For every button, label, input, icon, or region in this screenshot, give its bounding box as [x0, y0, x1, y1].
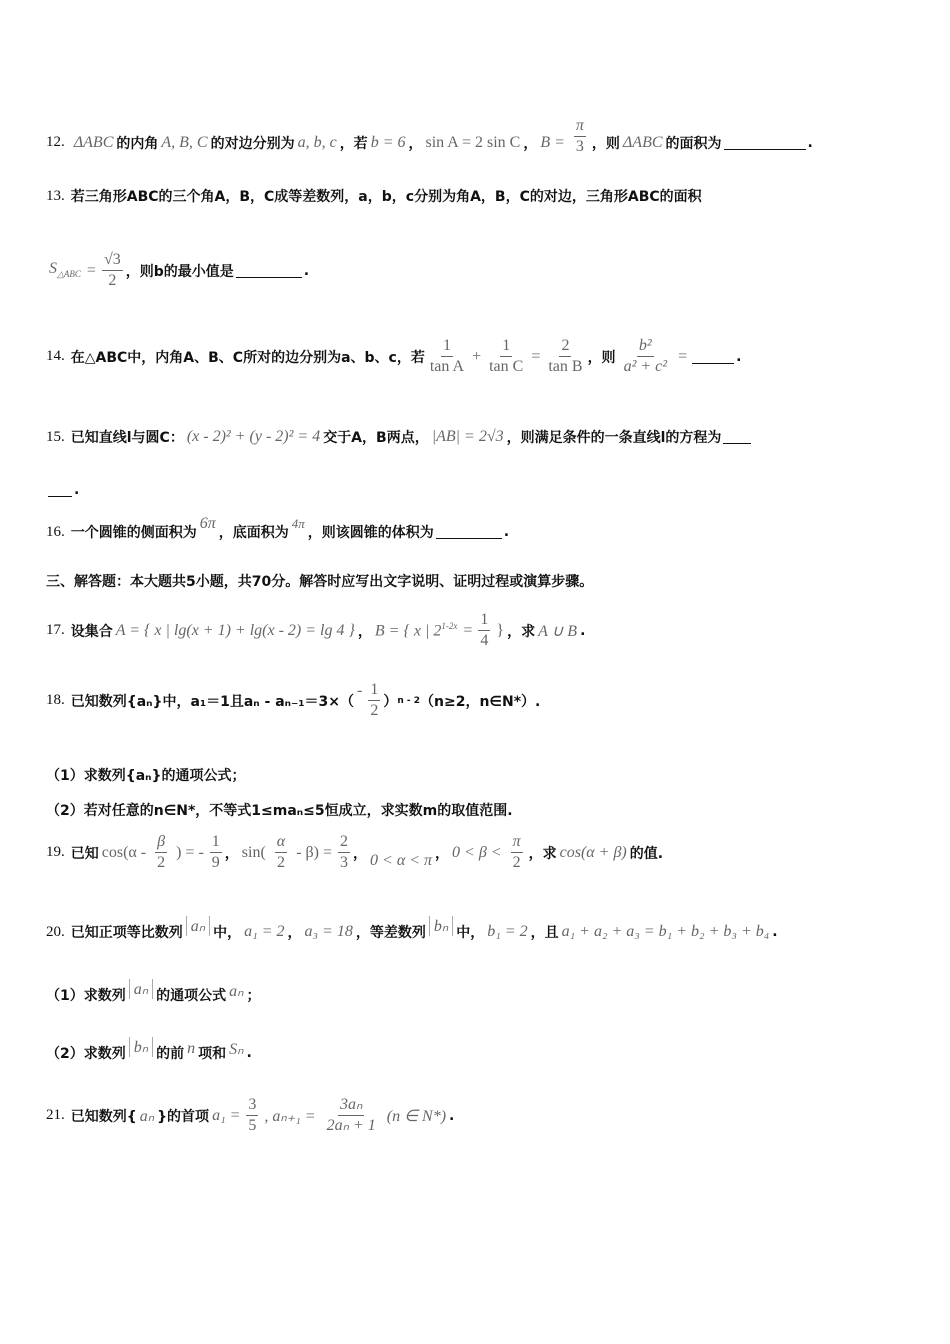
text: ，求	[507, 623, 536, 640]
question-number: 18.	[46, 692, 65, 708]
math-sides: a, b, c	[297, 133, 337, 151]
text: .	[580, 622, 586, 639]
math-set-A: A = { x | lg(x + 1) + lg(x - 2) = lg 4 }	[115, 621, 355, 639]
fraction-1-over-2: $\frac{1}{2}$	[370, 681, 379, 719]
math-recurrence-lhs: , aₙ₊₁ =	[264, 1107, 316, 1125]
answer-blank	[236, 276, 302, 278]
question-14	[46, 336, 741, 377]
text: .	[246, 1045, 252, 1061]
text: ，	[523, 135, 538, 152]
text: ，则	[587, 349, 616, 366]
text: ，且	[530, 925, 559, 941]
question-20-part-2	[46, 1039, 252, 1063]
exponent: n - 2	[397, 695, 421, 706]
text: ，则该圆锥的体积为	[307, 525, 434, 541]
math-circle-equation: (x - 2)² + (y - 2)² = 4	[186, 428, 321, 445]
fraction-2-over-tanB: $\frac{2}{\text{tan B}}$	[548, 337, 583, 375]
question-text: 若三角形ABC的三个角A，B，C成等差数列，a，b，c分别为角A，B，C的对边，三角形ABC的面积	[70, 189, 702, 205]
fraction-beta-over-2: $\frac{\beta}{2}$	[157, 833, 166, 871]
math-op: - β) =	[296, 843, 333, 861]
math-triangle: ΔABC	[622, 133, 663, 151]
math-sine-relation: sin A = 2 sin C	[425, 133, 521, 151]
question-20	[46, 918, 778, 942]
math-B-lhs: B =	[540, 133, 565, 151]
math-an: aₙ	[139, 1107, 155, 1125]
text: （1）求数列	[46, 988, 126, 1004]
text: 的对边分别为	[210, 135, 295, 152]
math-b1: b₁ = 2	[487, 923, 528, 940]
text: .	[303, 262, 310, 279]
math-area-symbol: $S_{\triangle ABC}$	[49, 260, 81, 280]
math-sin: sin(	[241, 843, 266, 861]
text: ，	[357, 623, 372, 640]
fraction-2-over-3: $\frac{2}{3}$	[340, 833, 349, 871]
text: 已知	[70, 845, 99, 862]
math-alpha-range: 0 < α < π	[370, 851, 433, 869]
math-triangle: ΔABC	[73, 133, 114, 151]
math-op: =	[678, 347, 688, 365]
text: .	[503, 524, 510, 540]
text: ，	[224, 845, 239, 862]
math-union: A ∪ B	[538, 622, 578, 640]
fraction-3-over-5: $\frac{3}{5}$	[248, 1096, 257, 1134]
math-op: +	[472, 347, 482, 365]
text: 设集合	[70, 623, 113, 640]
fraction-sqrt3-over-2: $\frac{√3}{2}$	[103, 251, 121, 289]
text: ）	[383, 693, 398, 710]
text: ，	[408, 135, 423, 152]
question-number: 19.	[46, 844, 65, 860]
text: ，求	[528, 845, 557, 862]
math-minus: -	[357, 681, 363, 699]
question-number: 13.	[46, 187, 65, 204]
fraction-alpha-over-2: $\frac{\alpha}{2}$	[276, 833, 286, 871]
math-cos: cos(α -	[101, 843, 147, 861]
math-Sn: Sₙ	[229, 1041, 244, 1058]
text: ；	[246, 988, 261, 1004]
fraction-recurrence: $\frac{\text{3aₙ}}{\text{2aₙ + 1}}$	[326, 1096, 376, 1134]
math-target: cos(α + β)	[559, 843, 627, 861]
math-seq-b: bₙ	[429, 916, 453, 936]
question-number: 15.	[46, 428, 65, 445]
math-a1: a₁ = 2	[244, 923, 285, 940]
fraction-1-over-4: $\frac{1}{4}$	[480, 611, 489, 649]
question-13-formula	[46, 250, 309, 291]
question-number: 14.	[46, 348, 65, 364]
text: （2）求数列	[46, 1046, 126, 1062]
fraction-1-over-tanC: $\frac{1}{\text{tan C}}$	[489, 337, 524, 375]
text: .	[807, 134, 813, 151]
text: ，则b的最小值是	[125, 263, 234, 280]
question-13	[46, 186, 702, 206]
text: ，等差数列	[355, 925, 426, 941]
question-12	[46, 117, 813, 163]
math-op: =	[531, 347, 541, 365]
math-base-area: 4π	[291, 516, 305, 531]
question-19	[46, 832, 663, 873]
math-op: =	[463, 621, 473, 639]
math-angles: A, B, C	[161, 133, 208, 151]
fraction-1-over-tanA: $\frac{1}{\text{tan A}}$	[429, 337, 465, 375]
math-condition: (n ∈ N*)	[386, 1107, 447, 1125]
fraction-pi-over-3: $\frac{\pi}{3}$	[575, 117, 584, 155]
math-seq-b: bₙ	[129, 1037, 153, 1057]
text: ，	[287, 925, 302, 941]
text: .	[449, 1107, 455, 1124]
text: ，	[435, 845, 450, 862]
text: .	[736, 348, 742, 365]
math-an: aₙ	[229, 983, 244, 1000]
text: 已知直线l与圆C：	[70, 430, 184, 446]
fraction-b2-over-a2c2: $\frac{\text{b²}}{\text{a² + c²}}$	[623, 337, 668, 375]
question-20-part-1	[46, 981, 261, 1005]
text: ，	[353, 845, 368, 862]
text: 已知数列{aₙ}中，a₁＝1且aₙ - aₙ₋₁＝3×（	[70, 693, 355, 710]
question-15-continued	[46, 482, 79, 498]
text: 已知数列{	[70, 1108, 137, 1125]
text: }的首项	[157, 1108, 210, 1125]
math-lateral-area: 6π	[199, 515, 216, 532]
question-number: 21.	[46, 1107, 65, 1123]
question-number: 20.	[46, 923, 65, 940]
text: 的前	[156, 1046, 185, 1062]
text: （n≥2，n∈N*）.	[420, 693, 541, 710]
math-b-value: b = 6	[370, 133, 406, 151]
text: 项和	[198, 1046, 227, 1062]
question-18	[46, 680, 540, 721]
answer-blank	[724, 148, 806, 150]
math-relation: a₁ + a₂ + a₃ = b₁ + b₂ + b₃ + b₄	[561, 923, 770, 940]
math-chord-length: |AB| = 2√3	[431, 428, 504, 445]
math-seq-a: aₙ	[186, 916, 210, 936]
text: 一个圆锥的侧面积为	[70, 525, 197, 541]
math-op: ) = -	[176, 843, 204, 861]
fraction-pi-over-2: $\frac{\pi}{2}$	[512, 833, 521, 871]
section-heading: 三、解答题：本大题共5小题，共70分。解答时应写出文字说明、证明过程或演算步骤。	[46, 574, 594, 590]
answer-blank	[436, 537, 502, 539]
question-number: 16.	[46, 523, 65, 540]
text: .	[74, 482, 80, 498]
answer-blank	[692, 362, 734, 364]
text: ，则满足条件的一条直线l的方程为	[506, 430, 722, 446]
question-15	[46, 427, 753, 447]
fraction-1-over-9: $\frac{1}{9}$	[211, 833, 220, 871]
text: 中，	[213, 925, 242, 941]
math-a3: a₃ = 18	[304, 923, 353, 940]
question-18-part-1: （1）求数列{aₙ}的通项公式；	[46, 768, 246, 784]
text: 的通项公式	[156, 988, 227, 1004]
math-beta-range: 0 < β <	[452, 843, 502, 861]
math-a1: a₁ =	[212, 1106, 241, 1124]
text: ，若	[339, 135, 368, 152]
question-number: 17.	[46, 622, 65, 638]
text: ，底面积为	[218, 525, 289, 541]
math-set-B: B = { x | $2^{1-2x}$	[374, 620, 458, 640]
question-16	[46, 515, 510, 542]
text: ，则	[591, 135, 620, 152]
text: 交于A，B两点，	[323, 430, 429, 446]
text: 的面积为	[665, 135, 722, 152]
question-number: 12.	[46, 134, 65, 150]
question-18-part-2: （2）若对任意的n∈N*，不等式1≤maₙ≤5恒成立，求实数m的取值范围.	[46, 803, 513, 819]
text: .	[772, 924, 778, 940]
text: 中，	[456, 925, 485, 941]
math-brace: }	[496, 621, 505, 639]
question-text: 在△ABC中，内角A、B、C所对的边分别为a、b、c，若	[70, 349, 425, 366]
math-eq: =	[86, 261, 96, 279]
math-n: n	[187, 1040, 196, 1057]
text: 的内角	[116, 135, 159, 152]
question-21	[46, 1095, 454, 1136]
text: 已知正项等比数列	[70, 925, 183, 941]
answer-blank	[723, 442, 751, 444]
math-seq-a: aₙ	[129, 979, 153, 999]
text: 的值.	[629, 845, 664, 862]
question-17	[46, 610, 585, 651]
answer-blank	[48, 495, 72, 497]
